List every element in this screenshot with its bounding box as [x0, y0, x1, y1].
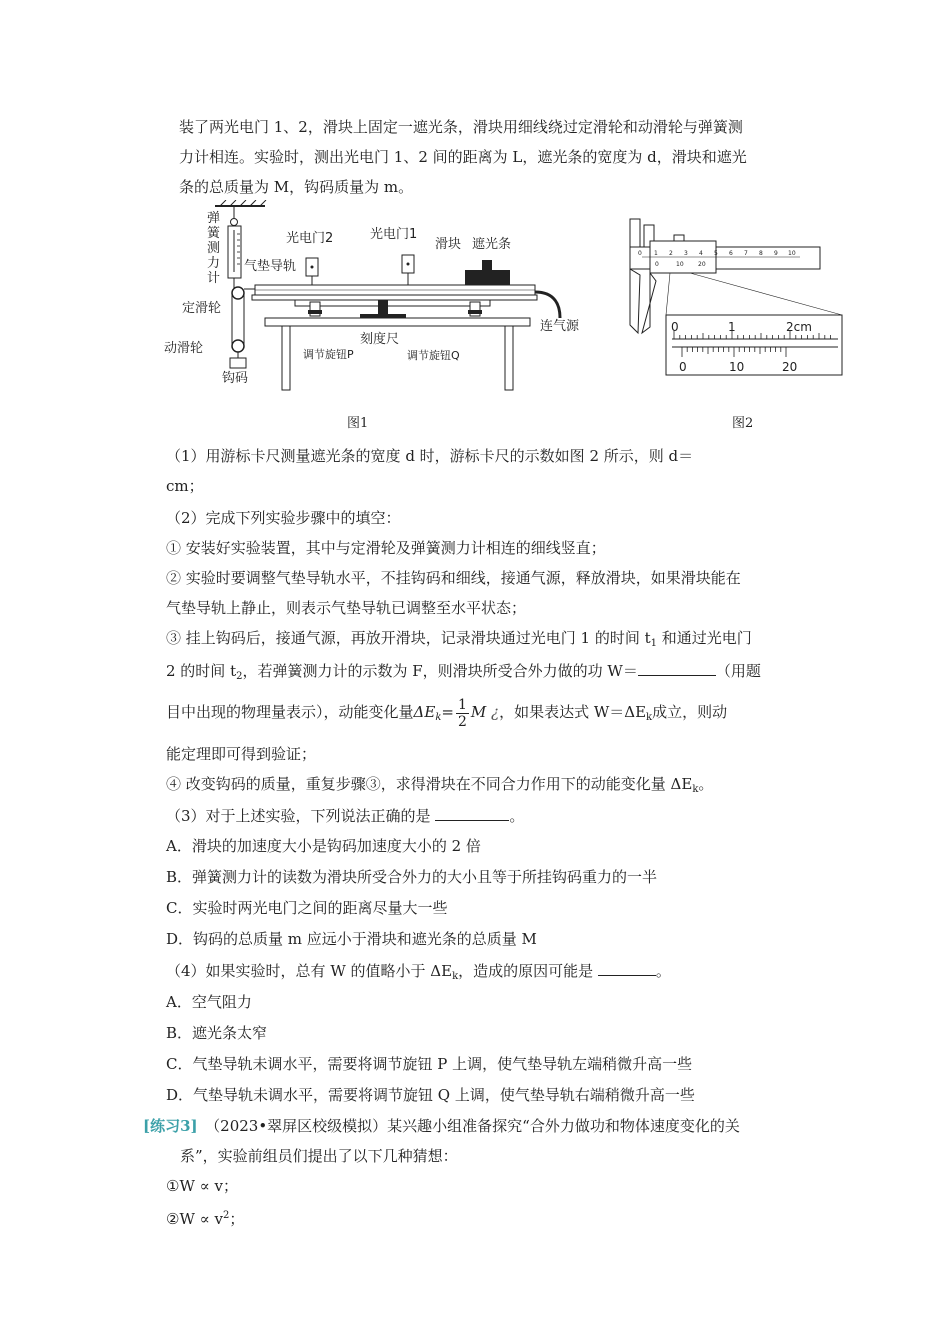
fixed-pulley-label: 定滑轮 [182, 301, 222, 316]
gate-2-label: 光电门2 [286, 231, 334, 246]
small-main-tick-6: 6 [729, 250, 733, 257]
small-vernier-tick-20: 20 [698, 261, 706, 268]
main-scale-label-2cm: 2cm [786, 320, 812, 334]
q3-answer-blank[interactable] [435, 806, 509, 821]
q4-option-d: D．气垫导轨未调水平，需要将调节旋钮 Q 上调，使气垫导轨右端稍微升高一些 [166, 1086, 695, 1104]
small-main-tick-2: 2 [669, 250, 673, 257]
air-source-label: 连气源 [540, 319, 580, 334]
q3-option-a: A．滑块的加速度大小是钩码加速度大小的 2 倍 [166, 837, 481, 855]
guess-1: ①W ∝ v； [166, 1177, 239, 1195]
spring-scale-label-2: 簧 [207, 226, 221, 241]
q4-option-b: B．遮光条太窄 [166, 1024, 268, 1042]
q4-option-c: C．气垫导轨未调水平，需要将调节旋钮 P 上调，使气垫导轨左端稍微升高一些 [166, 1055, 693, 1073]
q2-step-3c: 目中出现的物理量表示），动能变化量$\Delta E_k=$ $\frac{1}{2}$ M ¿，如果表达式 $W=\Delta E_k$成立，则动 [166, 696, 728, 730]
one-half-fraction: $\frac{1}{2}$ [457, 696, 467, 730]
q3-heading: （3）对于上述实验，下列说法正确的是 。 [166, 807, 525, 825]
main-scale-label-1: 1 [728, 320, 736, 334]
q4-answer-blank[interactable] [598, 961, 656, 976]
intro-line-2: 力计相连。实验时，测出光电门 1、2 间的距离为 L，遮光条的宽度为 d，滑块和遮光 [179, 148, 747, 166]
guess-2: ②W ∝ $v^2$； [166, 1210, 245, 1228]
q3-option-b: B．弹簧测力计的读数为滑块所受合外力的大小且等于所挂钩码重力的一半 [166, 868, 658, 886]
q2-step-2b: 气垫导轨上静止，则表示气垫导轨已调整至水平状态； [166, 599, 527, 617]
spring-scale-label-5: 计 [207, 271, 221, 286]
knob-p-label: 调节旋钮P [303, 348, 354, 361]
small-main-tick-5: 5 [714, 250, 718, 257]
q4-option-a: A．空气阻力 [166, 993, 252, 1011]
slider-label: 滑块 [435, 237, 462, 252]
exercise-tag: [练习3] [143, 1117, 198, 1135]
small-main-tick-8: 8 [759, 250, 763, 257]
gate-1-label: 光电门1 [370, 227, 418, 242]
q2-step-4: ④ 改变钩码的质量，重复步骤③，求得滑块在不同合力作用下的动能变化量 $\Delta E_k$。 [166, 775, 714, 795]
figure-2-vernier-caliper [610, 215, 850, 380]
spring-scale-label-1: 弹 [207, 211, 221, 226]
small-vernier-tick-10: 10 [676, 261, 684, 268]
spring-scale-label-4: 力 [207, 256, 221, 271]
air-track-label: 气垫导轨 [244, 259, 297, 274]
q3-option-c: C．实验时两光电门之间的距离尽量大一些 [166, 899, 448, 917]
intro-line-3: 条的总质量为 M，钩码质量为 m。 [179, 178, 414, 196]
small-main-tick-10: 10 [788, 250, 796, 257]
figure-2-caption: 图2 [732, 416, 754, 431]
figure-1-caption: 图1 [347, 416, 369, 431]
strip-label: 遮光条 [472, 237, 512, 252]
vernier-scale-label-20: 20 [782, 360, 798, 374]
work-answer-blank[interactable] [638, 661, 716, 676]
q2-heading: （2）完成下列实验步骤中的填空： [166, 509, 401, 527]
q4-heading: （4）如果实验时，总有 W 的值略小于 $\Delta E_k$，造成的原因可能是 。 [166, 962, 671, 982]
spring-scale-label-3: 测 [207, 241, 221, 256]
q2-step-3b: 2 的时间 $t_2$，若弹簧测力计的示数为 F，则滑块所受合外力做的功 W＝ （用题 [166, 662, 761, 682]
small-main-tick-9: 9 [774, 250, 778, 257]
small-main-tick-3: 3 [684, 250, 688, 257]
q2-step-2a: ② 实验时要调整气垫导轨水平，不挂钩码和细线，接通气源，释放滑块，如果滑块能在 [166, 569, 741, 587]
q1-line-1: （1）用游标卡尺测量遮光条的宽度 d 时，游标卡尺的示数如图 2 所示，则 d＝ [166, 447, 694, 465]
main-scale-label-0: 0 [671, 320, 679, 334]
knob-q-label: 调节旋钮Q [407, 349, 460, 362]
small-main-tick-1: 1 [654, 250, 658, 257]
figure-1-apparatus [160, 200, 580, 400]
q2-step-3d: 能定理即可得到验证； [166, 745, 317, 763]
intro-line-1: 装了两光电门 1、2，滑块上固定一遮光条，滑块用细线绕过定滑轮和动滑轮与弹簧测 [179, 118, 743, 136]
vernier-scale-label-10: 10 [729, 360, 745, 374]
vernier-scale-label-0: 0 [679, 360, 687, 374]
q2-step-3a: ③ 挂上钩码后，接通气源，再放开滑块，记录滑块通过光电门 1 的时间 $t_1$ 和通过光电门 [166, 629, 752, 649]
q3-option-d: D．钩码的总质量 m 应远小于滑块和遮光条的总质量 M [166, 930, 537, 948]
q2-step-1: ① 安装好实验装置，其中与定滑轮及弹簧测力计相连的细线竖直； [166, 539, 606, 557]
small-main-tick-4: 4 [699, 250, 703, 257]
weight-label: 钩码 [222, 371, 249, 386]
small-main-tick-7: 7 [744, 250, 748, 257]
exercise-3-line-2: 系”，实验前组员们提出了以下几种猜想： [180, 1147, 458, 1165]
ruler-label: 刻度尺 [360, 332, 400, 347]
movable-pulley-label: 动滑轮 [164, 341, 204, 356]
small-main-tick-0: 0 [638, 250, 642, 257]
q1-line-2: cm； [166, 477, 204, 495]
exercise-3-line-1: [练习3] （2023•翠屏区校级模拟）某兴趣小组准备探究“合外力做功和物体速度变化的关 [143, 1117, 740, 1135]
small-vernier-tick-0: 0 [655, 261, 659, 268]
